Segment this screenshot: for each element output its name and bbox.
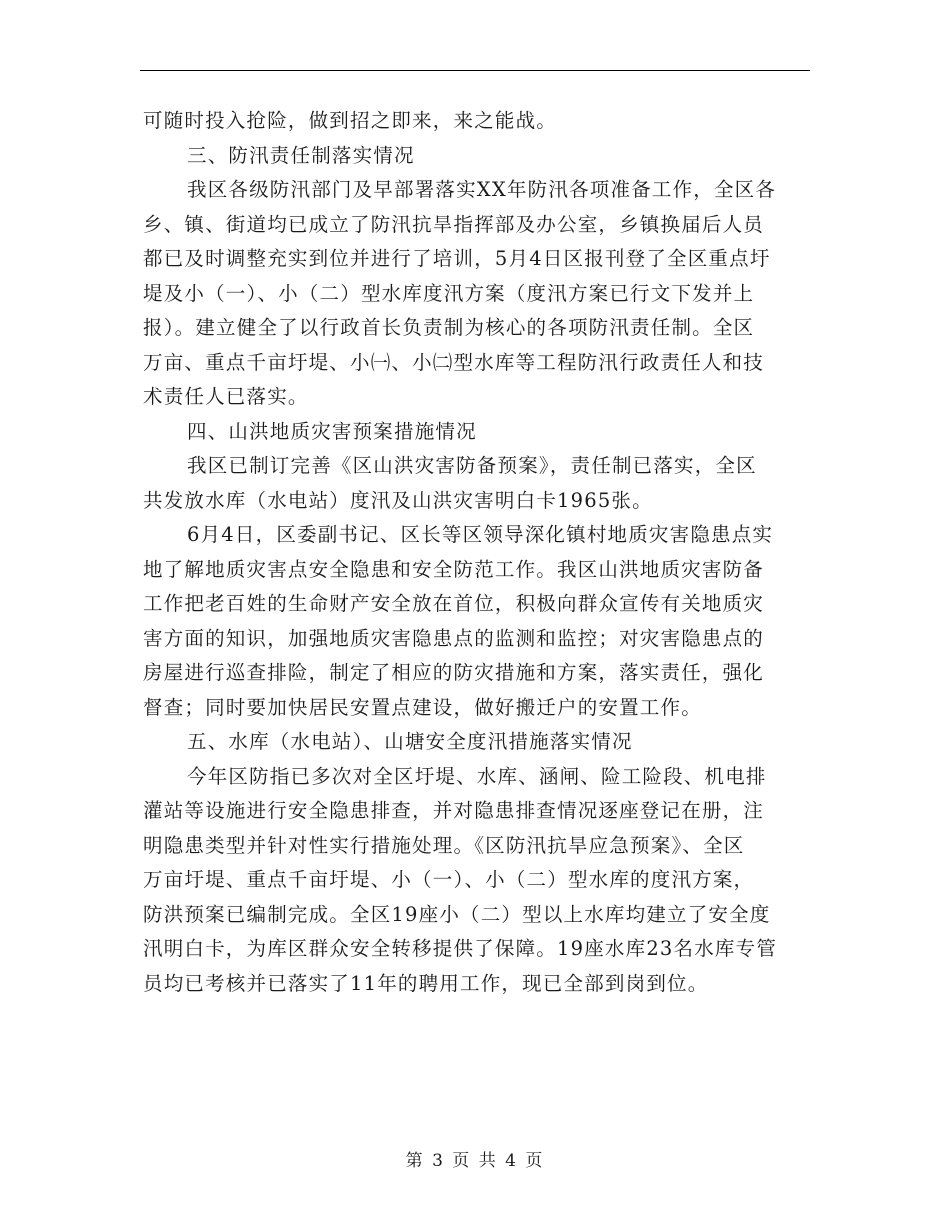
text-line: 灌站等设施进行安全隐患排查，并对隐患排查情况逐座登记在册，注	[143, 799, 765, 822]
text-line: 报）。建立健全了以行政首长负责制为核心的各项防汛责任制。全区	[143, 316, 755, 339]
paragraph-first-line: 我区各级防汛部门及早部署落实XX年防汛各项准备工作，全区各	[187, 178, 777, 201]
text-line: 堤及小（一）、小（二）型水库度汛方案（度汛方案已行文下发并上	[143, 281, 755, 305]
section-heading: 五、水库（水电站）、山塘安全度汛措施落实情况	[187, 730, 633, 753]
text-line: 万亩、重点千亩圩堤、小㈠、小㈡型水库等工程防汛行政责任人和技	[143, 350, 765, 374]
paragraph-first-line: 6月4日，区委副书记、区长等区领导深化镇村地质灾害隐患点实	[187, 523, 774, 546]
text-line: 共发放水库（水电站）度汛及山洪灾害明白卡1965张。	[143, 488, 653, 512]
document-body	[143, 104, 813, 1001]
page-number: 第 3 页 共 4 页	[405, 1151, 545, 1171]
section-heading: 三、防汛责任制落实情况	[187, 143, 415, 167]
text-line: 可随时投入抢险，做到招之即来，来之能战。	[143, 109, 558, 132]
text-line: 汛明白卡，为库区群众安全转移提供了保障。19座水库23名水库专管	[143, 937, 778, 960]
text-line: 地了解地质灾害点安全隐患和安全防范工作。我区山洪地质灾害防备	[143, 557, 765, 581]
text-line: 督查；同时要加快居民安置点建设，做好搬迁户的安置工作。	[143, 695, 702, 719]
text-line: 明隐患类型并针对性实行措施处理。《区防汛抗旱应急预案》、全区	[143, 833, 745, 857]
section-heading: 四、山洪地质灾害预案措施情况	[187, 419, 477, 443]
text-line: 员均已考核并已落实了11年的聘用工作，现已全部到岗到位。	[143, 971, 709, 995]
text-line: 万亩圩堤、重点千亩圩堤、小（一）、小（二）型水库的度汛方案，	[143, 868, 755, 891]
paragraph-first-line: 我区已制订完善《区山洪灾害防备预案》，责任制已落实，全区	[187, 454, 757, 477]
text-line: 工作把老百姓的生命财产安全放在首位，积极向群众宣传有关地质灾	[143, 592, 765, 615]
text-line: 乡、镇、街道均已成立了防汛抗旱指挥部及办公室，乡镇换届后人员	[143, 212, 765, 236]
text-line: 术责任人已落实。	[143, 385, 309, 408]
text-line: 害方面的知识，加强地质灾害隐患点的监测和监控；对灾害隐患点的	[143, 626, 765, 650]
text-line: 防洪预案已编制完成。全区19座小（二）型以上水库均建立了安全度	[143, 902, 771, 926]
paragraph-first-line: 今年区防指已多次对全区圩堤、水库、涵闸、险工险段、机电排	[187, 764, 767, 788]
text-line: 房屋进行巡查排险，制定了相应的防灾措施和方案，落实责任，强化	[143, 661, 765, 684]
text-line: 都已及时调整充实到位并进行了培训，5月4日区报刊登了全区重点圩	[143, 247, 771, 270]
header-rule	[140, 70, 810, 71]
